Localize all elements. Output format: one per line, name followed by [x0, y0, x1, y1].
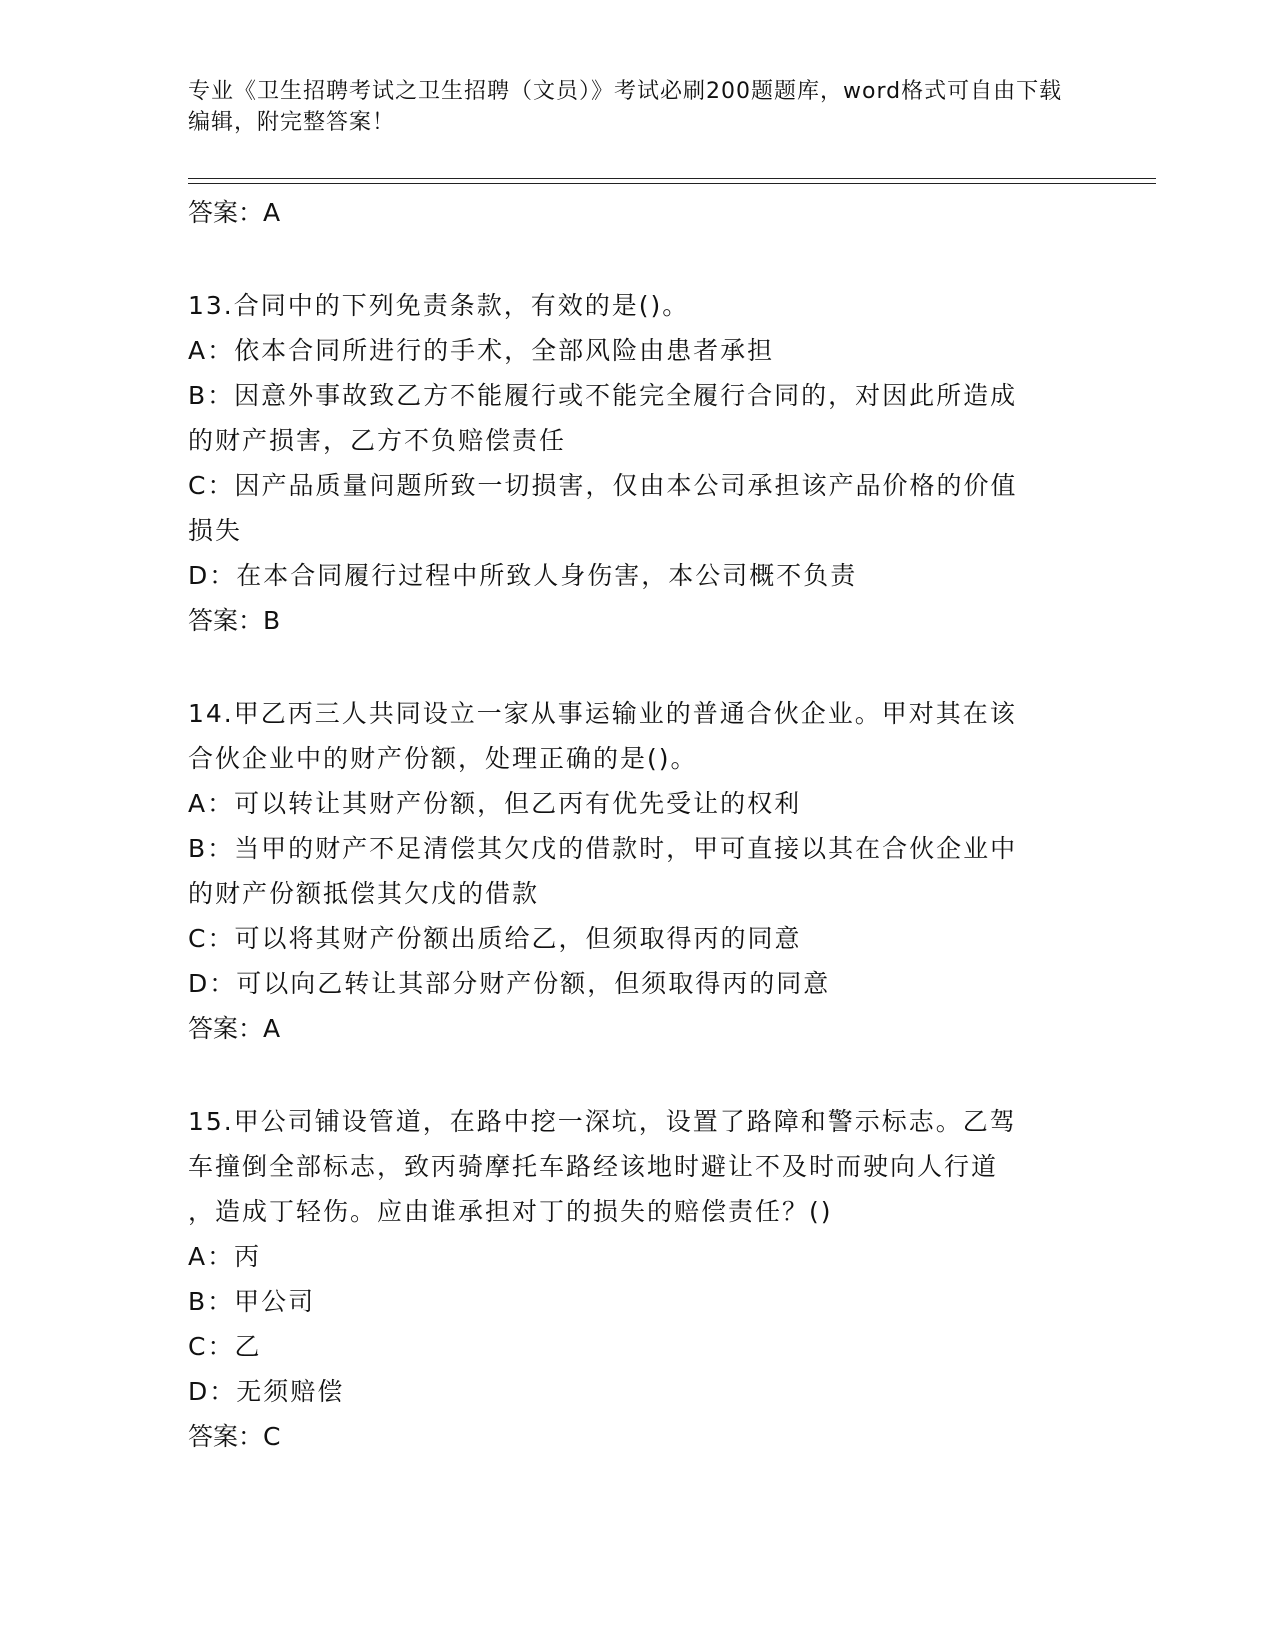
option-c: C：可以将其财产份额出质给乙，但须取得丙的同意 [188, 924, 802, 953]
spacer [188, 1051, 1088, 1099]
question-stem-continued: 车撞倒全部标志，致丙骑摩托车路经该地时避让不及时而驶向人行道 [188, 1152, 999, 1181]
option-b: B：当甲的财产不足清偿其欠戊的借款时，甲可直接以其在合伙企业中 [188, 834, 1018, 863]
question-13 [188, 283, 1088, 643]
answer: 答案：C [188, 1422, 281, 1451]
header-text: 专业《卫生招聘考试之卫生招聘（文员）》考试必刷200题题库，word格式可自由下载编辑，附完整答案！ [188, 79, 1063, 135]
option-a: A：可以转让其财产份额，但乙丙有优先受让的权利 [188, 789, 802, 818]
question-14 [188, 691, 1088, 1051]
question-15 [188, 1099, 1088, 1459]
question-stem: 13.合同中的下列免责条款，有效的是()。 [188, 291, 690, 320]
option-b-continued: 的财产损害，乙方不负赔偿责任 [188, 426, 567, 455]
question-list [188, 190, 1088, 1459]
option-d: D：无须赔偿 [188, 1377, 345, 1406]
option-c-continued: 损失 [188, 516, 243, 545]
option-b: B：甲公司 [188, 1287, 316, 1316]
question-stem-continued: 合伙企业中的财产份额，处理正确的是()。 [188, 744, 698, 773]
header-rule-bottom [188, 183, 1156, 184]
option-a: A：依本合同所进行的手术，全部风险由患者承担 [188, 336, 775, 365]
option-d: D：在本合同履行过程中所致人身伤害，本公司概不负责 [188, 561, 858, 590]
option-b-continued: 的财产份额抵偿其欠戊的借款 [188, 879, 540, 908]
spacer [188, 235, 1088, 283]
answer: 答案：B [188, 606, 281, 635]
option-a: A：丙 [188, 1242, 262, 1271]
question-stem: 15.甲公司铺设管道，在路中挖一深坑，设置了路障和警示标志。乙驾 [188, 1107, 1017, 1136]
question-stem-continued: ，造成丁轻伤。应由谁承担对丁的损失的赔偿责任？() [188, 1197, 833, 1226]
option-c: C：因产品质量问题所致一切损害，仅由本公司承担该产品价格的价值 [188, 471, 1018, 500]
option-c: C：乙 [188, 1332, 262, 1361]
previous-answer: 答案：A [188, 198, 281, 227]
answer: 答案：A [188, 1014, 281, 1043]
header-rule-top [188, 178, 1156, 179]
spacer [188, 643, 1088, 691]
document-header [188, 76, 1068, 138]
option-b: B：因意外事故致乙方不能履行或不能完全履行合同的，对因此所造成 [188, 381, 1018, 410]
option-d: D：可以向乙转让其部分财产份额，但须取得丙的同意 [188, 969, 831, 998]
question-stem: 14.甲乙丙三人共同设立一家从事运输业的普通合伙企业。甲对其在该 [188, 699, 1017, 728]
